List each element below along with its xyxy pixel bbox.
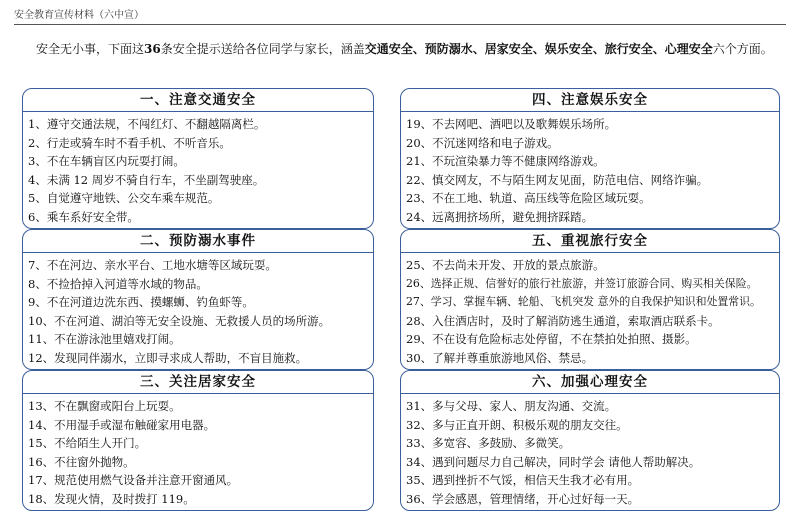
section-card-home — [22, 370, 374, 511]
list-item: 22、慎交网友，不与陌生网友见面，防范电信、网络诈骗。 — [406, 172, 709, 187]
list-item: 15、不给陌生人开门。 — [28, 436, 147, 451]
list-item: 10、不在河道、湖泊等无安全设施、无救援人员的场所游。 — [28, 313, 331, 328]
list-item: 12、发现同伴溺水，立即寻求成人帮助，不盲目施救。 — [28, 350, 308, 365]
list-item: 31、多与父母、家人、朋友沟通、交流。 — [406, 399, 617, 413]
section-list — [401, 112, 779, 227]
list-item: 27、学习、掌握车辆、轮船、飞机突发 意外的自我保护知识和处置常识。 — [406, 295, 761, 309]
list-item: 2、行走或骑车时不看手机、不听音乐。 — [28, 135, 231, 150]
section-list — [401, 253, 779, 368]
section-card-travel — [400, 229, 780, 370]
section-title: 四、注意娱乐安全 — [401, 89, 779, 112]
list-item: 29、不在设有危险标志处停留，不在禁拍处拍照、摄影。 — [406, 332, 697, 347]
list-item: 23、不在工地、轨道、高压线等危险区域玩耍。 — [406, 191, 651, 206]
section-card-mental — [400, 370, 780, 511]
section-card-entertainment — [400, 88, 780, 229]
list-item: 1、遵守交通法规，不闯红灯、不翻越隔离栏。 — [28, 117, 266, 131]
list-item: 32、多与正直开朗、积极乐观的朋友交往。 — [406, 417, 628, 432]
list-item: 4、未满 12 周岁不骑自行车，不坐副驾驶座。 — [28, 172, 265, 187]
list-item: 34、遇到问题尽力自己解决，同时学会 请他人帮助解决。 — [406, 454, 701, 469]
list-item: 26、选择正规、信誉好的旅行社旅游，并签订旅游合同、购买相关保险。 — [406, 276, 758, 290]
section-list — [401, 394, 779, 509]
list-item: 3、不在车辆盲区内玩耍打闹。 — [28, 154, 185, 169]
list-item: 16、不往窗外抛物。 — [28, 454, 135, 469]
section-title: 一、注意交通安全 — [23, 89, 373, 112]
intro-paragraph — [36, 40, 786, 58]
document-header: 安全教育宣传材料（六中宣） — [14, 6, 786, 25]
list-item: 30、了解并尊重旅游地风俗、禁忌。 — [406, 350, 594, 365]
section-title: 六、加强心理安全 — [401, 371, 779, 394]
list-item: 24、远离拥挤场所，避免拥挤踩踏。 — [406, 209, 594, 224]
list-item: 7、不在河边、亲水平台、工地水塘等区域玩耍。 — [28, 258, 277, 272]
list-item: 19、不去网吧、酒吧以及歌舞娱乐场所。 — [406, 117, 617, 131]
list-item: 35、遇到挫折不气馁，相信天生我才必有用。 — [406, 473, 640, 488]
list-item: 20、不沉迷网络和电子游戏。 — [406, 135, 559, 150]
intro-highlights: 交通安全、预防溺水、居家安全、娱乐安全、旅行安全、心理安全 — [364, 42, 713, 56]
list-item: 25、不去尚未开发、开放的景点旅游。 — [406, 258, 605, 272]
section-list — [23, 112, 373, 227]
section-list — [23, 394, 373, 509]
list-item: 33、多宽容、多鼓励、多微笑。 — [406, 436, 571, 451]
intro-middle: 条安全提示送给各位同学与家长，涵盖 — [160, 42, 365, 56]
list-item: 13、不在飘窗或阳台上玩耍。 — [28, 399, 181, 413]
intro-suffix: 六个方面。 — [712, 42, 773, 56]
list-item: 6、乘车系好安全带。 — [28, 209, 139, 224]
list-item: 9、不在河道边洗东西、摸螺蛳、钓鱼虾等。 — [28, 295, 254, 310]
list-item: 8、不捡拾掉入河道等水域的物品。 — [28, 276, 208, 291]
section-title: 三、关注居家安全 — [23, 371, 373, 394]
section-list — [23, 253, 373, 368]
list-item: 18、发现火情，及时拨打 119。 — [28, 491, 195, 506]
list-item: 5、自觉遵守地铁、公交车乘车规范。 — [28, 191, 220, 206]
section-card-drowning — [22, 229, 374, 370]
list-item: 14、不用湿手或湿布触碰家用电器。 — [28, 417, 216, 432]
section-title: 二、预防溺水事件 — [23, 230, 373, 253]
list-item: 17、规范使用燃气设备并注意开窗通风。 — [28, 473, 239, 488]
list-item: 28、入住酒店时，及时了解消防逃生通道，索取酒店联系卡。 — [406, 313, 720, 328]
list-item: 11、不在游泳池里嬉戏打闹。 — [28, 332, 181, 347]
list-item: 21、不玩渲染暴力等不健康网络游戏。 — [406, 154, 605, 169]
intro-count: 36 — [144, 42, 161, 56]
list-item: 36、学会感恩，管理情绪，开心过好每一天。 — [406, 491, 640, 506]
section-title: 五、重视旅行安全 — [401, 230, 779, 253]
intro-prefix: 安全无小事，下面这 — [36, 42, 145, 56]
section-card-traffic — [22, 88, 374, 229]
